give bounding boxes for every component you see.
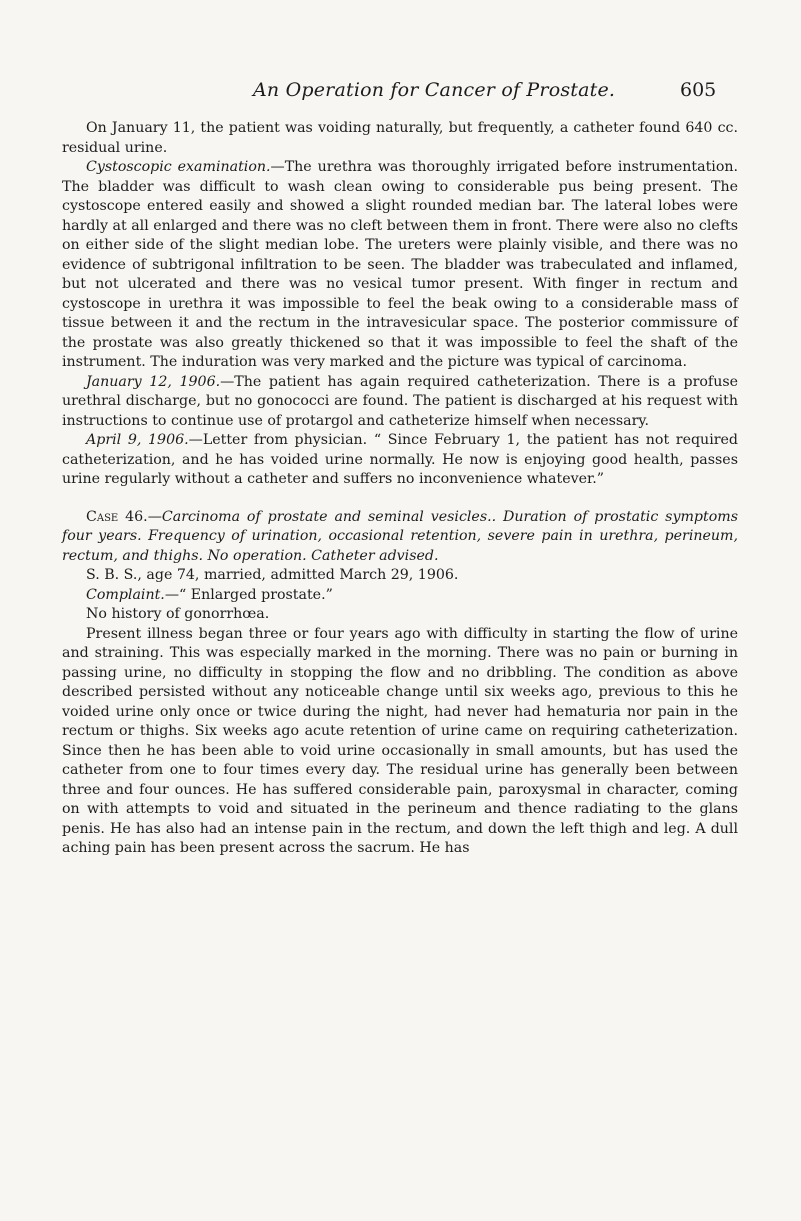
paragraph-april-9: [62, 431, 738, 490]
page-number: 605: [680, 79, 717, 101]
paragraph-text: —The urethra was thoroughly irrigated before instrumentation. The bladder was difficult to wash clean owing to considerable pus being present. The cystoscope entered easily and showed a slight rounded median bar. The lateral lobes were hardly at all enlarged and there was no cleft between them in front. There were also no clefts on either side of the slight median lobe. The ureters were plainly visible, and there was no evidence of subtrigonal infiltration to be seen. The bladder was trabeculated and inflamed, but not ulcerated and there was no vesical tumor present. With finger in rectum and cystoscope in urethra it was impossible to feel the beak owing to a considerable mass of tissue between it and the rectum in the intravesicular space. The posterior commissure of the prostate was also greatly thickened so that it was impossible to feel the shaft of the instrument. The induration was very marked and the picture was typical of carcinoma.: [62, 159, 739, 370]
paragraph-text: —“ Enlarged prostate.”: [164, 586, 333, 603]
paragraph-complaint: [62, 586, 738, 606]
paragraph-text: —The patient has again required catheterization. There is a profuse urethral discharge, but no gonococci are found. The patient is discharged at his request with instructions to continue use of protargol and catheterize himself when necessary.: [62, 373, 739, 429]
paragraph-text: On January 11, the patient was voiding naturally, but frequently, a catheter found 640 cc. residual urine.: [62, 120, 738, 156]
paragraph-cystoscopic-examination: [62, 158, 738, 373]
paragraph-january-12: [62, 373, 738, 432]
section-lead: Complaint.: [86, 586, 165, 603]
section-lead: Cystoscopic examination.: [86, 159, 271, 175]
paragraph-text: No history of gonorrhœa.: [86, 606, 270, 622]
paragraph-text: —Letter from physician. “ Since February 1, the patient has not required catheterization, and he has voided urine normally. He now is enjoying good health, passes urine regularly without a catheter and suffers no inconvenience whatever.”: [62, 432, 738, 487]
date-lead: April 9, 1906.: [86, 432, 189, 448]
case-dash: —: [147, 508, 162, 525]
body-text: [62, 119, 738, 859]
running-head: [0, 78, 801, 108]
paragraph-present-illness: [62, 625, 738, 859]
date-lead: January 12, 1906.: [86, 373, 221, 390]
paragraph-history: [62, 605, 738, 625]
paragraph-admission: [62, 566, 738, 586]
paragraph-catheter-result: [62, 119, 738, 158]
case-heading: [62, 508, 738, 567]
paragraph-text: S. B. S., age 74, married, admitted March 29, 1906.: [86, 567, 459, 583]
running-title: An Operation for Cancer of Prostate.: [253, 79, 616, 101]
case-label: Case 46.: [86, 508, 148, 525]
case-heading-text: Carcinoma of prostate and seminal vesicles.. Duration of prostatic symptoms four years. Frequency of urination, occasional retention, severe pain in urethra, perineum, rectum, and thighs. No operation. Catheter advised.: [62, 508, 738, 564]
paragraph-text: Present illness began three or four years ago with difficulty in starting the flow of urine and straining. This was especially marked in the morning. There was no pain or burning in passing urine, no difficulty in stopping the flow and no dribbling. The condition as above described persisted without any noticeable change until six weeks ago, previous to this he voided urine only once or twice during the night, had never had hematuria nor pain in the rectum or thighs. Six weeks ago acute retention of urine came on requiring catheterization. Since then he has been able to void urine occasionally in small amounts, but has used the catheter from one to four times every day. The residual urine has generally been between three and four ounces. He has suffered considerable pain, paroxysmal in character, coming on with attempts to void and situated in the perineum and thence radiating to the glans penis. He has also had an intense pain in the rectum, and down the left thigh and leg. A dull aching pain has been present across the sacrum. He has: [62, 625, 738, 856]
